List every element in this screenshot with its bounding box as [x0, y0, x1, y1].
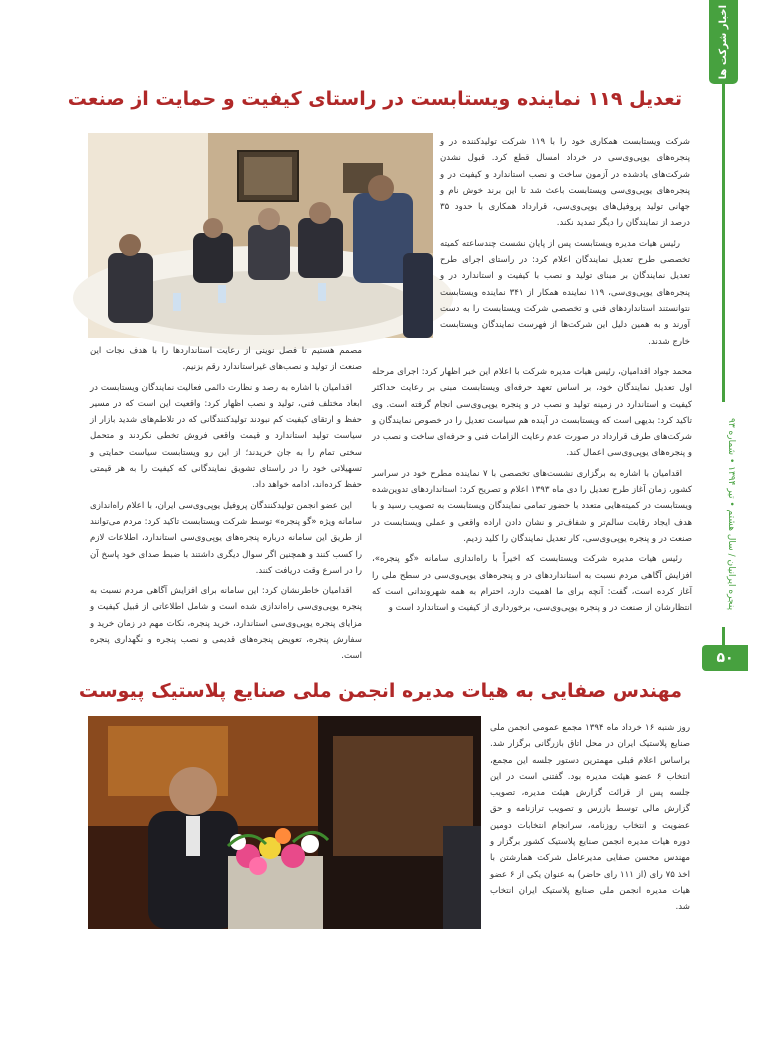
article1-paragraph: اقدامیان خاطرنشان کرد: این سامانه برای افزایش آگاهی مردم نسبت به پنجره یوپی‌وی‌سی راه‌اندازی شده است و شامل اطلاعاتی از قبیل کیفیت و مزایای پنجره یوپی‌وی‌سی استاندارد، خرید پنجره، نکات مهم در زمان خرید و سفارش پنجره، تعویض پنجره‌های قدیمی و نصب پنجره و نگهداری پنجره است. [90, 586, 362, 662]
article1-paragraph: اقدامیان با اشاره به برگزاری نشست‌های تخصصی با ۷ نماینده مطرح خود در سراسر کشور، زمان آغاز طرح تعدیل را دی ماه ۱۳۹۳ اعلام و تصریح کرد: استانداردهای تدوین‌شده ویستابست در کمیته‌هایی متعدد با حضور تمامی نمایندگان ویستابست به تصویب رسید و با هدف ایجاد رقابت سالم‌تر و شفاف‌تر و نشان دادن اراده واقعی و عملی ویستابست در صنعت در و پنجره یوپی‌وی‌سی، کار تعدیل نمایندگان را کلید زدیم. [372, 468, 692, 544]
article1-paragraph: اقدامیان با اشاره به رصد و نظارت دائمی فعالیت نمایندگان ویستابست در ابعاد مختلف فنی، تولید و نصب اظهار کرد: واقعیت این است که در مسیر حفظ و ارتقای کیفیت کم نبودند تولیدکنندگانی که در تلاطم‌های شدید بازار از سیاست تولید استاندارد و قیمت واقعی فروش تخطی نکردند و متحمل سختی تمام را به جان خریدند؛ از این رو ویستابست سیاست حمایتی و تسهیلاتی خود را در راستای تشویق نمایندگانی که کیفیت را به هر قیمتی حفظ کرده‌اند، ادامه خواهد داد. [90, 382, 362, 491]
section-tab [709, 0, 738, 84]
meeting-photo-illustration [88, 133, 433, 338]
article1-column-right-top [440, 134, 690, 366]
section-label: اخبار شرکت ها [718, 4, 729, 80]
article1-paragraph: رئیس هیات مدیره ویستابست پس از پایان نشست چندساعته کمیته تخصصی طرح تعدیل نمایندگان اعلام کرد: در راستای اجرای طرح تعدیل نمایندگان بر مبنای تولید و نصب با کیفیت و استاندارد در و پنجره‌های یوپی‌وی‌سی، ۱۱۹ نماینده همکار از ۳۴۱ نماینده ویستابست نتوانستند استانداردهای فنی و تخصصی شرکت ویستابست را به دست آورند و به همین دلیل این شرکت‌ها از فهرست نمایندگان ویستابست خارج شدند. [440, 238, 690, 347]
article1-column-left [90, 343, 362, 662]
article1-paragraph: محمد جواد اقدامیان، رئیس هیات مدیره شرکت با اعلام این خبر اظهار کرد: اجرای مرحله اول تعدیل نمایندگان خود، بر اساس تعهد حرفه‌ای ویستابست مبنی بر رعایت حداکثر کیفیت و استاندارد در زمینه تولید و نصب در و پنجره یوپی‌وی‌سی انجام گرفته است. وی تاکید کرد: بدیهی است که ویستابست در آینده هم سیاست تعدیل را در خصوص نمایندگان و شرکت‌های طرف قرارداد در صورت عدم رعایت الزامات فنی و حرفه‌ای ساخت و نصب در و پنجره‌های یوپی‌وی‌سی اعمال کند. [372, 367, 692, 459]
rail-divider-mid [722, 627, 725, 645]
page-number: ۵۰ [702, 645, 748, 671]
issue-info-strip [714, 402, 748, 627]
article1-paragraph: رئیس هیات مدیره شرکت ویستابست که اخیراً با راه‌اندازی سامانه «گو پنجره»، افزایش آگاهی مردم نسبت به استانداردهای در و پنجره‌های یوپی‌وی‌سی در سطح ملی را آغاز کرده است، گفت: آنچه برای ما اهمیت دارد، احترام به همه شهروندانی است که انتظارشان از صنعت در و پنجره یوپی‌وی‌سی، برخورداری از کیفیت و استاندارد است و [372, 554, 692, 614]
rail-divider-top [722, 84, 725, 402]
speaker-photo-illustration [88, 716, 481, 929]
article1-paragraph: این عضو انجمن تولیدکنندگان پروفیل یوپی‌وی‌سی ایران، با اعلام راه‌اندازی سامانه ویژه «گو پنجره» توسط شرکت ویستابست تاکید کرد: مردم می‌توانند از طریق این سامانه درباره پنجره‌های یوپی‌وی‌سی استاندارد، اطلاعات لازم را کسب کنند و همچنین اگر سوال دیگری داشتند با ضبط صدای خود پاسخ آن را در اسرع وقت دریافت کنند. [90, 500, 362, 576]
article1-paragraph: شرکت ویستابست همکاری خود را با ۱۱۹ شرکت تولیدکننده در و پنجره‌های یوپی‌وی‌سی در خرداد امسال قطع کرد. قبول نشدن شرکت‌های یادشده در آزمون ساخت و نصب استاندارد و کیفیت در و پنجره‌های یوپی‌وی‌سی ویستابست باعث شد تا این برند خوش نام و جهانی تولید پروفیل‌های یوپی‌وی‌سی، قرارداد همکاری با حدود ۳۵ درصد از نمایندگان را دیگر تمدید نکند. [440, 137, 690, 229]
article1-column-right-bottom [372, 364, 692, 644]
article1-title: تعدیل ۱۱۹ نماینده ویستابست در راستای کیفیت و حمایت از صنعت [67, 88, 682, 110]
article2-paragraph: روز شنبه ۱۶ خرداد ماه ۱۳۹۴ مجمع عمومی انجمن ملی صنایع پلاستیک ایران در محل اتاق بازرگانی برگزار شد. براساس اعلام قبلی مهمترین دستور جلسه این مجمع، انتخاب ۶ عضو هیئت مدیره بود. گفتنی است در این جلسه پس از قرائت گزارش هیئت مدیره، تصویب گزارش مالی توسط بازرس و تصویب ترازنامه و حق عضویت و انتخاب روزنامه، سرانجام انتخابات دومین دوره هیات مدیره انجمن صنایع پلاستیک کشور برگزار و مهندس محسن صفایی مدیرعامل شرکت همارشتن با اخذ ۷۵ رای (از ۱۱۱ رای حاضر) به عنوان یکی از ۶ عضو هیات مدیره انجمن ملی صنایع پلاستیک ایران انتخاب شد. [490, 723, 690, 913]
article2-photo [88, 716, 481, 929]
article2-column [490, 720, 690, 930]
article1-photo [88, 133, 433, 338]
issue-info: پنجره ایرانیان / سال هشتم • تیر ۱۳۹۴ • شماره ۹۳ [726, 418, 736, 611]
article1-paragraph: مصمم هستیم تا فصل نوینی از رعایت استانداردها را با هدف نجات این صنعت از تولید و نصب‌های غیراستاندارد رقم بزنیم. [90, 346, 362, 373]
article2-title: مهندس صفایی به هیات مدیره انجمن ملی صنایع پلاستیک پیوست [78, 680, 682, 702]
